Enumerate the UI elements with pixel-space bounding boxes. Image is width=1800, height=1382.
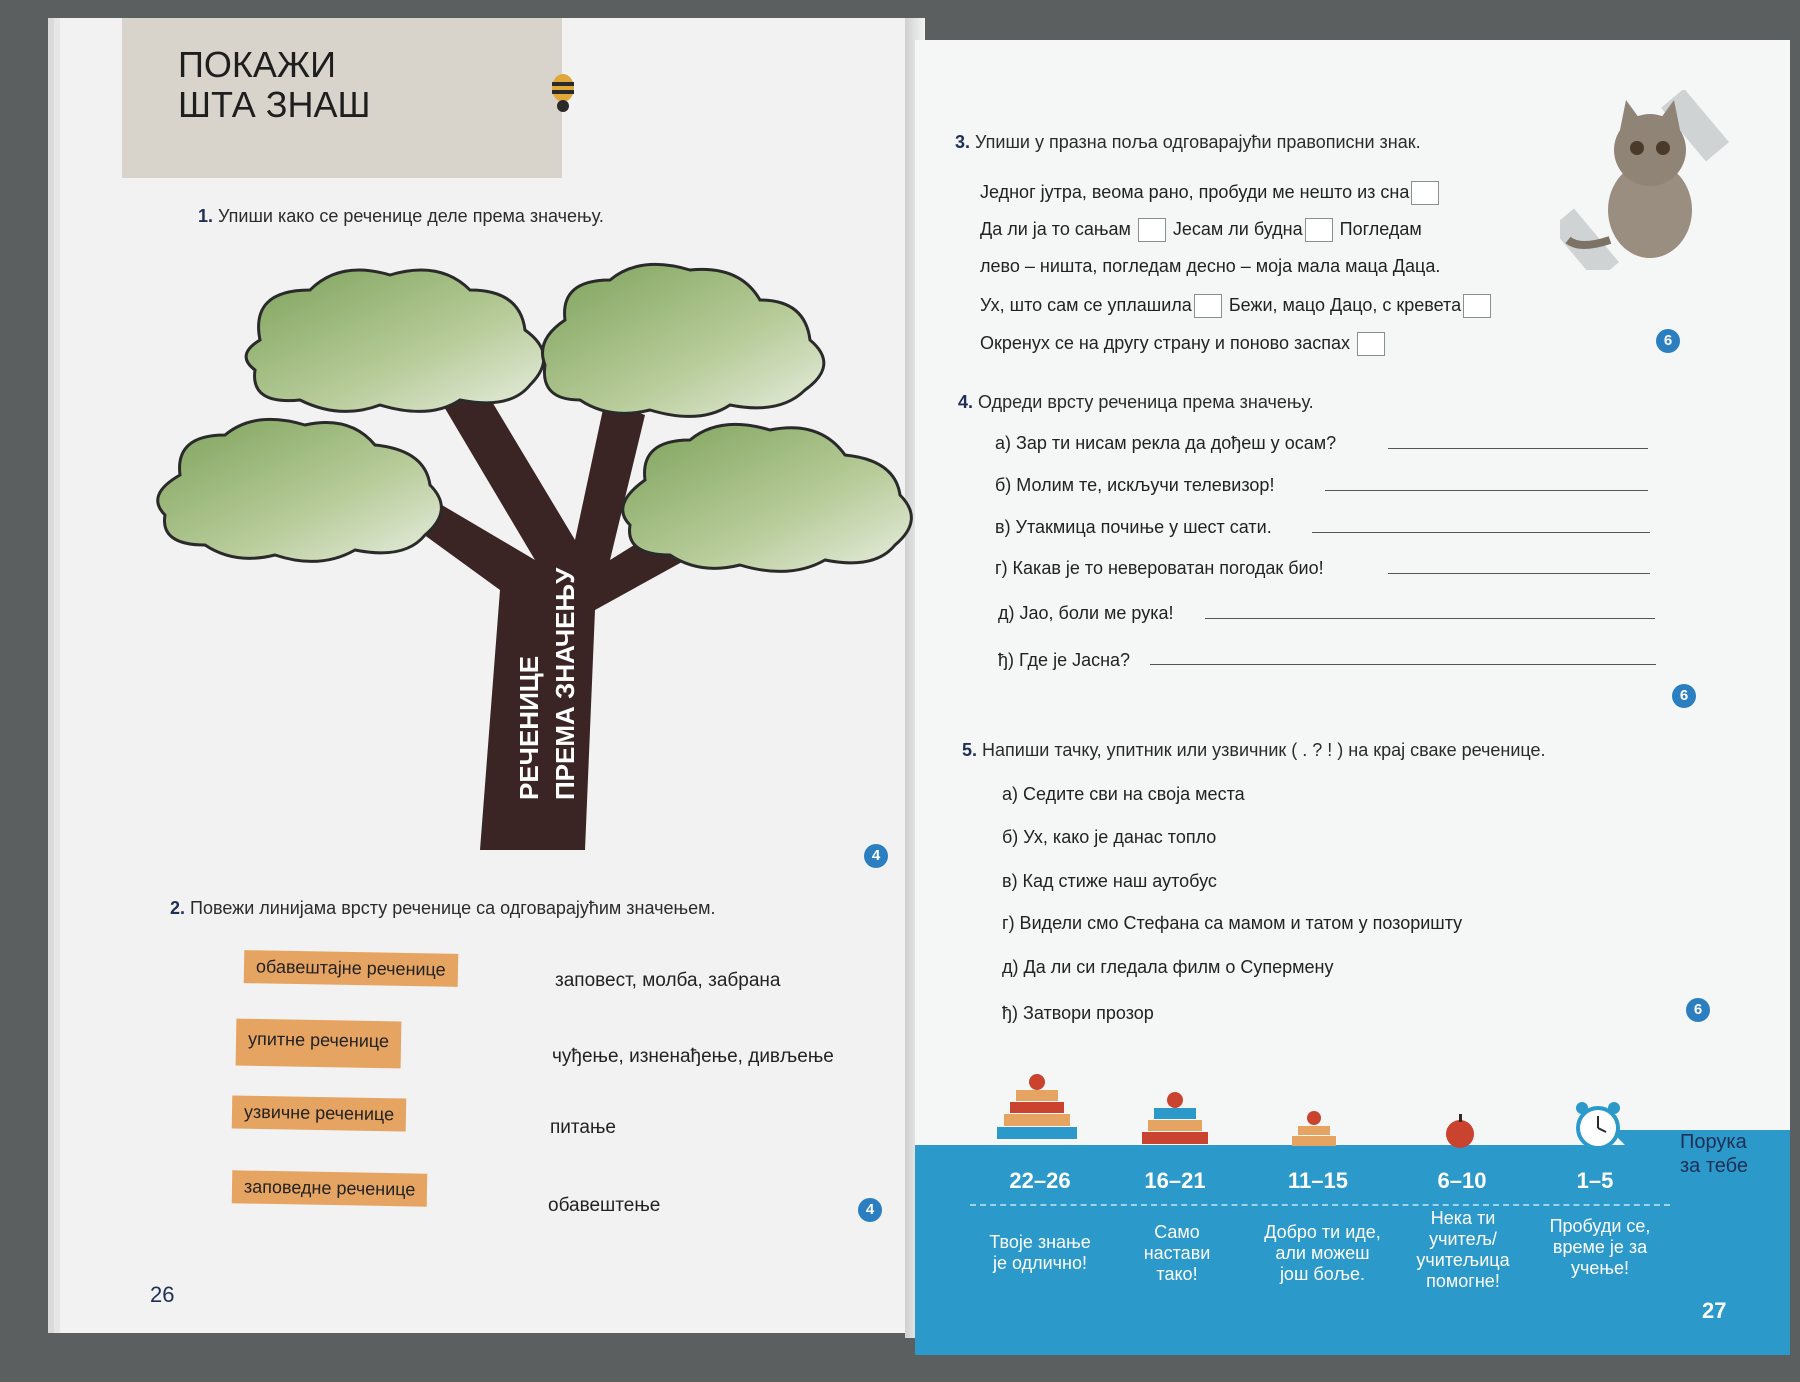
task-3-line <box>980 181 1441 205</box>
message-line: али можеш <box>1275 1243 1370 1263</box>
punctuation-box[interactable] <box>1411 181 1439 205</box>
answer-line[interactable] <box>1388 448 1648 449</box>
task-1-score: 4 <box>864 844 888 868</box>
alarm-clock-icon <box>1570 1098 1626 1154</box>
task-5-item: в) Кад стиже наш аутобус <box>1002 871 1217 891</box>
task-5-item: г) Видели смо Стефана са мамом и татом у позоришту <box>1002 913 1463 933</box>
sentence-text: Јесам ли будна <box>1172 218 1303 239</box>
message-line: учење! <box>1570 1258 1630 1278</box>
task-3-title <box>955 132 1421 153</box>
punctuation-box[interactable] <box>1138 218 1166 242</box>
cloud-1 <box>246 270 544 411</box>
books-apple-icon <box>992 1072 1082 1152</box>
task-2-text: Повежи линијама врсту реченице са одговарајућим значењем. <box>190 898 716 918</box>
tree-label-line-2: ПРЕМА ЗНАЧЕЊУ <box>550 567 580 800</box>
task-4-number: 4. <box>958 392 974 412</box>
sentence-text: Да ли ја то сањам <box>980 218 1131 239</box>
message-line: учитељица <box>1416 1250 1510 1270</box>
message-line: још боље. <box>1279 1264 1366 1284</box>
task-4-item: д) Јао, боли ме рука! <box>998 603 1174 623</box>
scale-divider <box>970 1204 1670 1206</box>
message-label-line-2: за тебе <box>1680 1155 1749 1177</box>
meaning-item: обавештење <box>548 1195 661 1216</box>
score-message <box>1107 1222 1247 1285</box>
task-3-number: 3. <box>955 132 971 152</box>
score-message <box>1530 1216 1670 1279</box>
punctuation-box[interactable] <box>1463 294 1491 318</box>
cloud-2 <box>543 264 824 416</box>
message-line: Твоје знање <box>989 1232 1091 1252</box>
task-4-item: ђ) Где је Јасна? <box>998 650 1131 670</box>
task-3-score: 6 <box>1656 329 1680 353</box>
answer-line[interactable] <box>1388 573 1650 574</box>
punctuation-box[interactable] <box>1357 332 1385 356</box>
cloud-4 <box>623 424 912 571</box>
message-for-you <box>1680 1130 1748 1178</box>
task-5-item: д) Да ли си гледала филм о Супермену <box>1002 957 1334 977</box>
meaning-item: питање <box>550 1117 616 1138</box>
sentence-type-tag: узвичне реченице <box>232 1095 407 1131</box>
page-number-left: 26 <box>150 1282 175 1307</box>
task-4-score: 6 <box>1672 684 1696 708</box>
task-3-line <box>980 332 1387 356</box>
task-4-title <box>958 392 1314 413</box>
task-5-item: а) Седите сви на своја места <box>1002 784 1245 804</box>
task-3-line <box>980 256 1440 277</box>
books-apple-icon <box>1290 1110 1340 1154</box>
answer-line[interactable] <box>1312 532 1650 533</box>
page-number-right: 27 <box>1702 1298 1727 1323</box>
task-1-text: Упиши како се реченице деле према значењу. <box>218 206 604 226</box>
task-4-item: г) Какав је то невероватан погодак био! <box>995 558 1324 578</box>
sentence-type-tag: обавештајне реченице <box>244 950 458 987</box>
task-4-item: а) Зар ти нисам рекла да дођеш у осам? <box>995 433 1337 453</box>
message-line: настави <box>1143 1243 1211 1263</box>
books-apple-icon <box>1140 1090 1210 1152</box>
punctuation-box[interactable] <box>1194 294 1222 318</box>
task-5-title <box>962 740 1546 761</box>
task-4-text: Одреди врсту реченица према значењу. <box>978 392 1314 412</box>
message-line: Добро ти иде, <box>1264 1222 1381 1242</box>
task-5-item: ђ) Затвори прозор <box>1002 1003 1154 1023</box>
task-5-score: 6 <box>1686 998 1710 1022</box>
sentence-text: Ух, што сам се уплашила <box>980 294 1192 315</box>
title-line-1: ПОКАЖИ <box>178 44 336 85</box>
task-5-item: б) Ух, како је данас топло <box>1002 827 1217 847</box>
answer-line[interactable] <box>1150 664 1656 665</box>
task-2-title <box>170 898 716 919</box>
meaning-item: чуђење, изненађење, дивљење <box>552 1046 834 1067</box>
task-5-number: 5. <box>962 740 978 760</box>
sentence-text: Бежи, мацо Дацо, с кревета <box>1228 294 1462 315</box>
title-line-2: ШТА ЗНАШ <box>178 84 371 125</box>
message-line: време је за <box>1552 1237 1648 1257</box>
score-range: 22–26 <box>1009 1168 1071 1193</box>
sentence-text: Погледам <box>1339 218 1422 239</box>
message-line: Нека ти <box>1430 1208 1496 1228</box>
message-label-line-1: Порука <box>1680 1131 1747 1153</box>
sentence-type-tag: заповедне реченице <box>232 1170 428 1206</box>
answer-line[interactable] <box>1325 490 1648 491</box>
message-line: Само <box>1154 1222 1200 1242</box>
task-3-line <box>980 218 1422 242</box>
task-1-title <box>198 206 604 227</box>
message-line: помогне! <box>1426 1271 1500 1291</box>
task-3-line <box>980 294 1493 318</box>
message-line: тако! <box>1156 1264 1198 1284</box>
answer-line[interactable] <box>1205 618 1655 619</box>
task-2-score: 4 <box>858 1198 882 1222</box>
task-2-number: 2. <box>170 898 186 918</box>
score-range: 11–15 <box>1288 1168 1348 1193</box>
sentence-text: лево – ништа, погледам десно – моја мала маца Даца. <box>980 256 1441 276</box>
score-range: 16–21 <box>1144 1168 1206 1193</box>
meaning-item: заповест, молба, забрана <box>555 970 781 991</box>
tree-diagram <box>140 260 920 860</box>
apple-icon <box>1440 1110 1480 1150</box>
sentence-text: Једног јутра, веома рано, пробуди ме нешто из сна <box>980 181 1410 202</box>
punctuation-box[interactable] <box>1305 218 1333 242</box>
cloud-3 <box>158 419 442 561</box>
message-line: Пробуди се, <box>1549 1216 1651 1236</box>
task-1-number: 1. <box>198 206 214 226</box>
kitten-image <box>1560 90 1730 270</box>
bee-icon <box>548 72 578 114</box>
score-message <box>970 1232 1110 1274</box>
sentence-text: Окренух се на другу страну и поново заспах <box>980 332 1351 353</box>
section-title <box>178 45 371 125</box>
task-4-item: в) Утакмица почиње у шест сати. <box>995 517 1272 537</box>
task-3-text: Упиши у празна поља одговарајући правописни знак. <box>975 132 1421 152</box>
task-4-item: б) Молим те, искључи телевизор! <box>995 475 1275 495</box>
score-range: 6–10 <box>1437 1168 1487 1193</box>
task-5-text: Напиши тачку, упитник или узвичник ( . ? ! ) на крај сваке реченице. <box>982 740 1546 760</box>
score-range: 1–5 <box>1576 1168 1614 1193</box>
score-message <box>1250 1222 1395 1285</box>
message-line: је одлично! <box>992 1253 1088 1273</box>
message-line: учитељ/ <box>1429 1229 1497 1249</box>
sentence-type-tag: упитне реченице <box>236 1019 402 1069</box>
tree-label-line-1: РЕЧЕНИЦЕ <box>514 655 544 800</box>
score-message <box>1393 1208 1533 1292</box>
